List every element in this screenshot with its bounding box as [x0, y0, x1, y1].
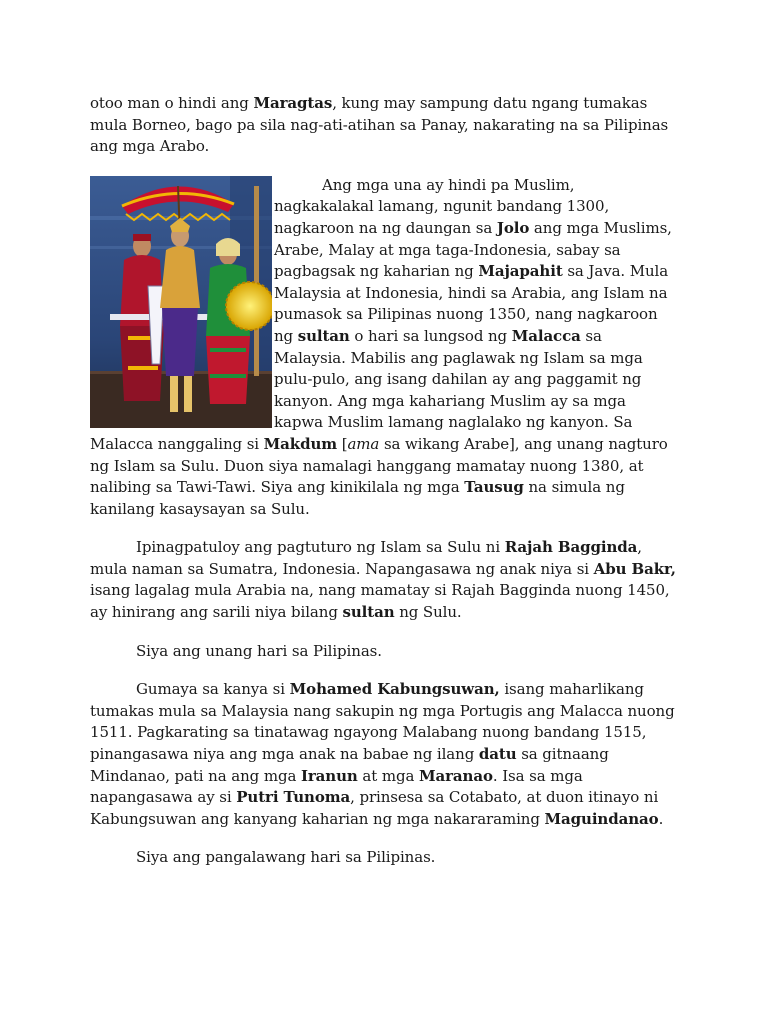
text-run: sa gitnaang Mindanao, pati na ang mga	[90, 745, 609, 785]
text-run: Siya ang unang hari sa Pilipinas.	[136, 641, 382, 660]
dancers-photo-illustration	[90, 176, 272, 428]
text-run: sa wikang Arabe], ang unang nagturo ng Islam sa Sulu. Duon siya namalagi hanggang mamatay nuong 1380, at nalibing sa Tawi-Tawi. Siya ang kinikilala ng mga	[90, 434, 668, 497]
text-run: sa Malaysia. Mabilis ang paglawak ng Islam sa mga pulu-pulo, ang isang dahilan ay ang paggamit ng kanyon. Ang mga kahariang Muslim ay sa mga kapwa Muslim lamang naglalako ng kanyon. Sa Malacca nanggaling si	[90, 326, 643, 453]
bold-term: Makdum	[263, 434, 338, 453]
paragraph-5	[90, 679, 678, 830]
bold-term: Maranao	[418, 766, 493, 785]
bold-term: Maguindanao	[544, 809, 659, 828]
text-run: . Isa sa mga napangasawa ay si	[90, 766, 583, 807]
text-run: ang mga Muslims, Arabe, Malay at mga taga-Indonesia, sabay sa pagbagsak ng kaharian ng	[274, 218, 672, 281]
text-run: sa Java. Mula Malaysia at Indonesia, hindi sa Arabia, ang Islam na pumasok sa Pilipinas nuong 1350, nang nagkaroon ng	[274, 262, 669, 345]
bold-term: Majapahit	[478, 262, 563, 281]
text-run: at mga	[357, 766, 419, 785]
text-run: otoo man o hindi ang	[90, 94, 254, 112]
paragraph-4	[90, 641, 678, 663]
cultural-dancers-photo	[90, 176, 272, 428]
text-run: Siya ang pangalawang hari sa Pilipinas.	[136, 848, 436, 867]
bold-term: datu	[478, 745, 517, 764]
bold-term: sultan	[342, 603, 395, 622]
text-run: isang maharlikang tumakas mula sa Malaysia nang sakupin ng mga Portugis ang Malacca nuong 1511. Pagkarating sa tinatawag ngayong Malabang nuong bandang 1515, pinangasawa niya ang mga anak na babae ng ilang	[90, 680, 675, 764]
bold-term: Mohamed Kabungsuwan,	[289, 680, 500, 699]
text-run: isang lagalag mula Arabia na, nang mamatay si Rajah Bagginda nuong 1450, ay hinirang ang sarili niya bilang	[90, 581, 670, 622]
text-run: Gumaya sa kanya si	[136, 680, 290, 699]
text-run: o hari sa lungsod ng	[349, 326, 512, 345]
paragraph-1	[90, 93, 678, 158]
bold-term: Iranun	[300, 766, 358, 785]
bold-term: Tausug	[464, 478, 524, 497]
bold-term: sultan	[297, 326, 350, 345]
text-run: ng Sulu.	[394, 603, 462, 622]
text-run: [	[337, 434, 348, 453]
bold-term: Jolo	[496, 218, 530, 237]
text-run: , prinsesa sa Cotabato, at duon itinayo ni Kabungsuwan ang kanyang kaharian ng mga nakararaming	[90, 788, 659, 828]
paragraph-6	[90, 847, 678, 869]
text-run: , kung may sampung datu ngang tumakas mula Borneo, bago pa sila nag-ati-atihan sa Panay, nakarating na sa Pilipinas ang mga Arabo.	[90, 94, 669, 156]
text-run: , mula naman sa Sumatra, Indonesia. Napangasawa ng anak niya si	[90, 538, 642, 578]
italic-term: ama	[347, 434, 380, 453]
text-run: Ipinagpatuloy ang pagtuturo ng Islam sa Sulu ni	[136, 538, 505, 557]
bold-term: Malacca	[511, 326, 581, 345]
bold-term: Maragtas	[253, 94, 333, 112]
paragraph-3	[90, 537, 678, 623]
bold-term: Abu Bakr,	[593, 559, 676, 578]
bold-term: Putri Tunoma	[236, 788, 351, 807]
text-run: .	[658, 809, 664, 828]
text-run: Ang mga una ay hindi pa Muslim, nagkakalakal lamang, ngunit bandang 1300, nagkaroon na ng daungan sa	[274, 175, 610, 237]
text-run: na simula ng kanilang kasaysayan sa Sulu.	[90, 478, 625, 518]
bold-term: Rajah Bagginda	[504, 538, 638, 557]
